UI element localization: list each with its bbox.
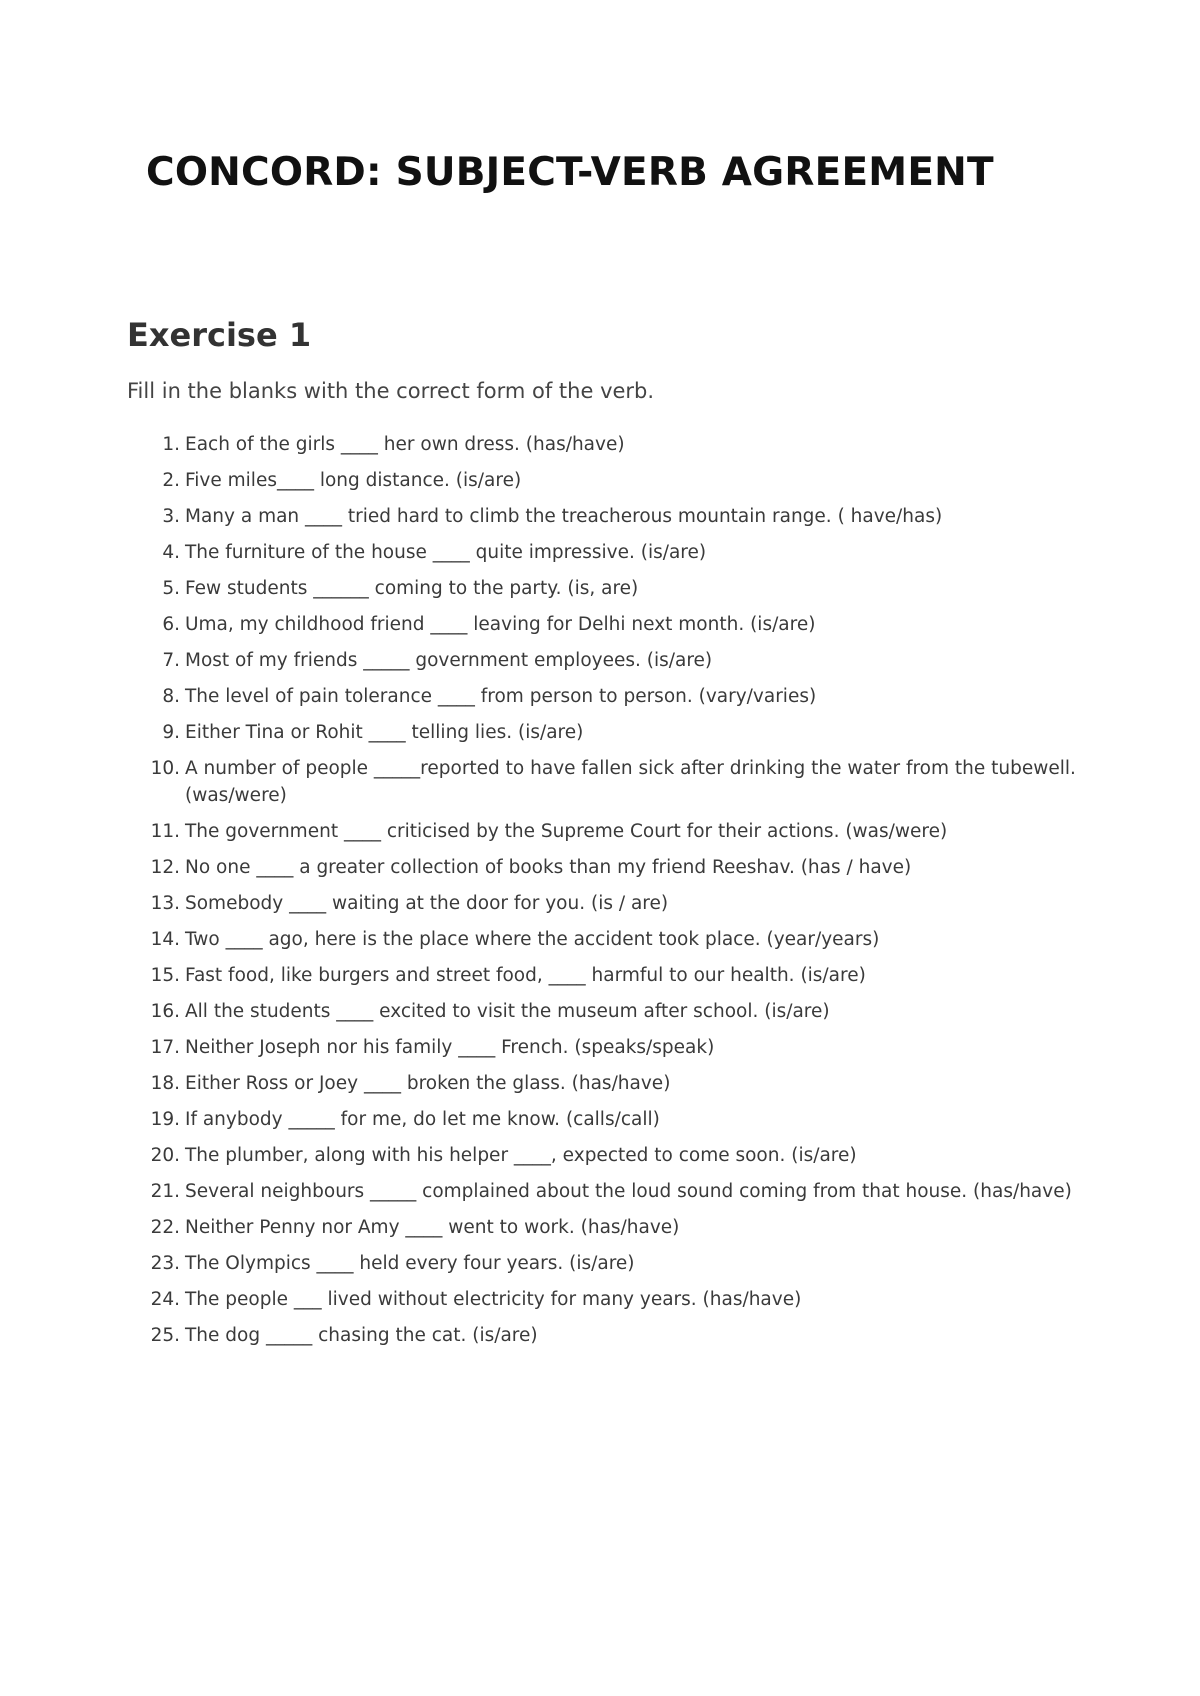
question-text: The Olympics ____ held every four years. (is/are) [185,1253,635,1274]
question-item [140,1214,1080,1241]
question-number: 7. [162,650,180,671]
question-item [140,575,1080,602]
question-text: Neither Penny nor Amy ____ went to work. (has/have) [185,1217,680,1238]
question-number: 11. [150,821,180,842]
question-text: Somebody ____ waiting at the door for you. (is / are) [185,893,669,914]
question-text: Fast food, like burgers and street food, ____ harmful to our health. (is/are) [185,965,866,986]
question-item [140,926,1080,953]
question-number: 15. [150,965,180,986]
question-item [140,962,1080,989]
question-item [140,431,1080,458]
question-number: 10. [150,758,180,779]
question-text: Neither Joseph nor his family ____ French. (speaks/speak) [185,1037,715,1058]
question-item [140,854,1080,881]
question-number: 4. [162,542,180,563]
question-number: 8. [162,686,180,707]
question-item [140,998,1080,1025]
question-item [140,1286,1080,1313]
question-number: 20. [150,1145,180,1166]
exercise-instruction: Fill in the blanks with the correct form of the verb. [127,379,655,403]
question-item [140,818,1080,845]
question-item [140,1070,1080,1097]
question-text: Most of my friends _____ government employees. (is/are) [185,650,713,671]
question-number: 2. [162,470,180,491]
page-title: CONCORD: SUBJECT-VERB AGREEMENT [146,150,994,195]
question-item [140,647,1080,674]
question-number: 18. [150,1073,180,1094]
question-item [140,1178,1080,1205]
question-text: The dog _____ chasing the cat. (is/are) [185,1325,538,1346]
question-text: Either Tina or Rohit ____ telling lies. (is/are) [185,722,584,743]
question-number: 25. [150,1325,180,1346]
question-number: 22. [150,1217,180,1238]
question-item [140,503,1080,530]
question-text: Five miles____ long distance. (is/are) [185,470,522,491]
question-text: The people ___ lived without electricity for many years. (has/have) [185,1289,802,1310]
question-text: No one ____ a greater collection of books than my friend Reeshav. (has / have) [185,857,912,878]
question-number: 23. [150,1253,180,1274]
question-number: 21. [150,1181,180,1202]
question-item [140,611,1080,638]
question-list [140,431,1080,1358]
question-text: All the students ____ excited to visit the museum after school. (is/are) [185,1001,830,1022]
question-text: A number of people _____reported to have fallen sick after drinking the water from the tubewell. (was/were) [185,758,1076,806]
question-number: 3. [162,506,180,527]
question-number: 19. [150,1109,180,1130]
question-number: 12. [150,857,180,878]
question-text: Either Ross or Joey ____ broken the glass. (has/have) [185,1073,671,1094]
question-item [140,755,1080,809]
question-number: 1. [162,434,180,455]
question-text: The level of pain tolerance ____ from person to person. (vary/varies) [185,686,817,707]
question-item [140,1142,1080,1169]
question-text: Few students ______ coming to the party. (is, are) [185,578,639,599]
question-text: Several neighbours _____ complained about the loud sound coming from that house. (has/have) [185,1181,1072,1202]
question-item [140,683,1080,710]
question-item [140,467,1080,494]
question-item [140,890,1080,917]
question-text: Two ____ ago, here is the place where the accident took place. (year/years) [185,929,880,950]
question-item [140,1034,1080,1061]
question-text: Each of the girls ____ her own dress. (has/have) [185,434,625,455]
question-number: 16. [150,1001,180,1022]
question-number: 14. [150,929,180,950]
exercise-heading: Exercise 1 [127,316,312,354]
question-text: Many a man ____ tried hard to climb the treacherous mountain range. ( have/has) [185,506,943,527]
question-number: 5. [162,578,180,599]
question-item [140,1250,1080,1277]
question-item [140,1322,1080,1349]
question-item [140,719,1080,746]
question-text: Uma, my childhood friend ____ leaving for Delhi next month. (is/are) [185,614,816,635]
question-number: 6. [162,614,180,635]
question-number: 24. [150,1289,180,1310]
question-number: 17. [150,1037,180,1058]
question-text: The government ____ criticised by the Supreme Court for their actions. (was/were) [185,821,948,842]
question-number: 13. [150,893,180,914]
question-text: If anybody _____ for me, do let me know. (calls/call) [185,1109,660,1130]
question-number: 9. [162,722,180,743]
question-text: The furniture of the house ____ quite impressive. (is/are) [185,542,707,563]
question-item [140,539,1080,566]
question-item [140,1106,1080,1133]
question-text: The plumber, along with his helper ____, expected to come soon. (is/are) [185,1145,857,1166]
